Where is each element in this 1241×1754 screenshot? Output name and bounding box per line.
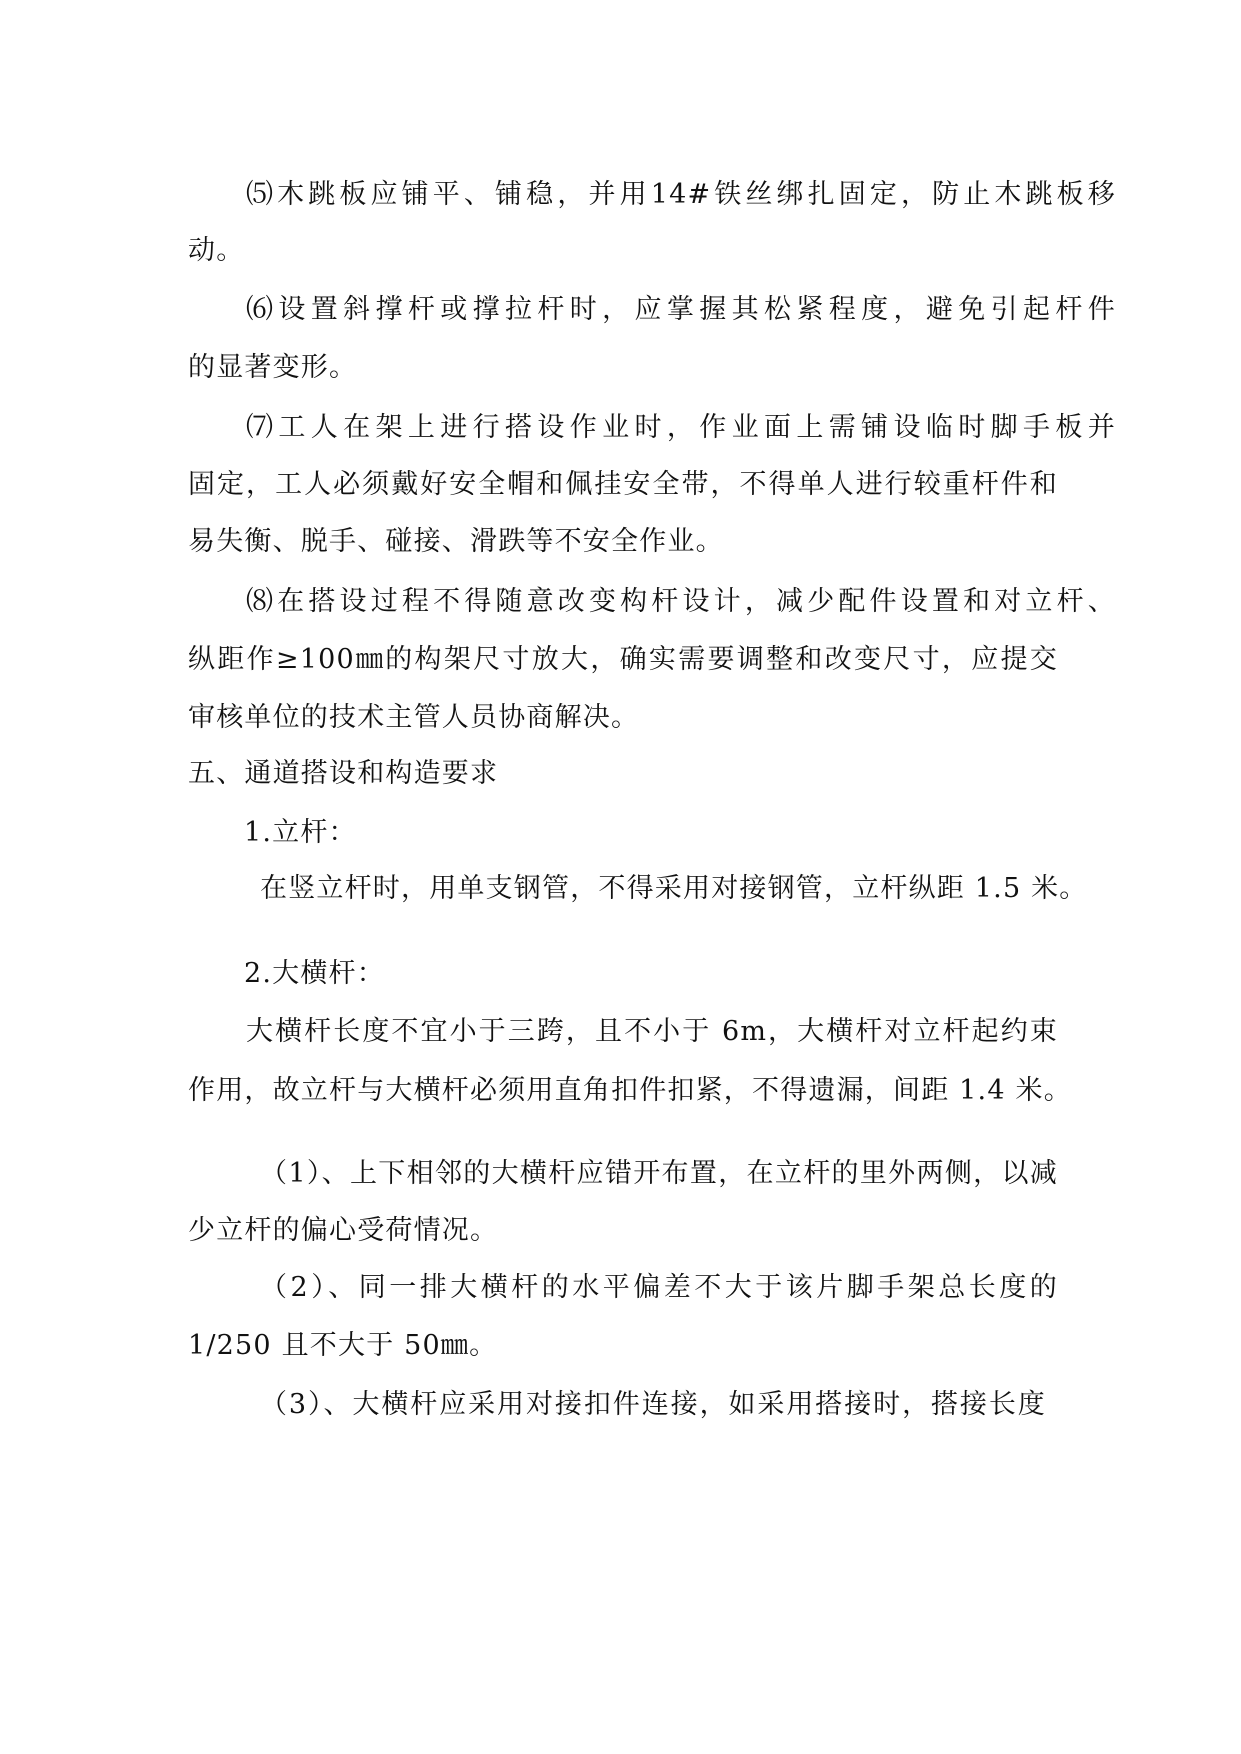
item-2-heading: 2.大横杆： [244,958,385,989]
paragraph-8-line-2: 纵距作≥100㎜的构架尺寸放大，确实需要调整和改变尺寸，应提交 [188,644,1058,675]
sub-item-2-line-1: （2）、同一排大横杆的水平偏差不大于该片脚手架总长度的 [260,1272,1058,1303]
paragraph-7-line-1: ⑺工人在架上进行搭设作业时，作业面上需铺设临时脚手板并 [246,412,1116,443]
item-2-text-line-1: 大横杆长度不宜小于三跨，且不小于 6m，大横杆对立杆起约束 [246,1016,1058,1047]
sub-item-1-line-2: 少立杆的偏心受荷情况。 [188,1215,499,1246]
sub-item-2-line-2: 1/250 且不大于 50㎜。 [188,1330,498,1361]
paragraph-6-line-2: 的显著变形。 [188,352,358,383]
sub-item-1-line-1: （1）、上下相邻的大横杆应错开布置，在立杆的里外两侧，以减 [260,1158,1058,1189]
item-1-heading: 1.立杆： [244,817,357,848]
item-1-text: 在竖立杆时，用单支钢管，不得采用对接钢管，立杆纵距 1.5 米。 [260,873,1088,904]
paragraph-6-line-1: ⑹设置斜撑杆或撑拉杆时，应掌握其松紧程度，避免引起杆件 [246,294,1116,325]
section-heading: 五、通道搭设和构造要求 [188,758,499,789]
paragraph-5-line-2: 动。 [188,235,245,266]
item-2-text-line-2: 作用，故立杆与大横杆必须用直角扣件扣紧，不得遗漏，间距 1.4 米。 [188,1075,1072,1106]
sub-item-3-line-1: （3）、大横杆应采用对接扣件连接，如采用搭接时，搭接长度 [260,1389,1046,1420]
paragraph-7-line-3: 易失衡、脱手、碰接、滑跌等不安全作业。 [188,526,724,557]
paragraph-8-line-1: ⑻在搭设过程不得随意改变构杆设计，减少配件设置和对立杆、 [246,586,1116,617]
paragraph-8-line-3: 审核单位的技术主管人员协商解决。 [188,702,640,733]
paragraph-5-line-1: ⑸木跳板应铺平、铺稳，并用14#铁丝绑扎固定，防止木跳板移 [246,179,1116,210]
paragraph-7-line-2: 固定，工人必须戴好安全帽和佩挂安全带，不得单人进行较重杆件和 [188,469,1058,500]
